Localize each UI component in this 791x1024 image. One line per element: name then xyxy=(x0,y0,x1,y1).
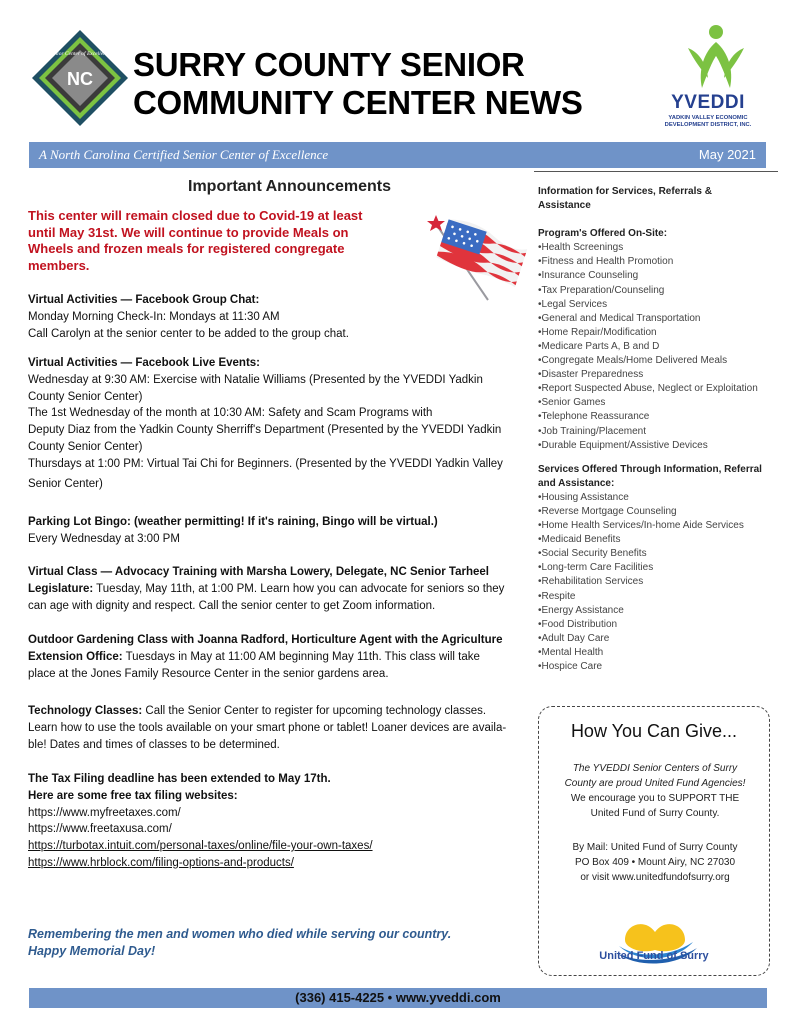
tagline-banner xyxy=(29,142,534,168)
referral-service-item: • Reverse Mortgage Counseling xyxy=(538,505,773,519)
referral-heading: Services Offered Through Information, Referral and Assistance: xyxy=(538,463,762,489)
referral-service-item: • Housing Assistance xyxy=(538,491,773,505)
tax-section: The Tax Filing deadline has been extended to May 17th. Here are some free tax filing websites: https://www.myfreetaxes.com/ https://www.freetaxusa.com/ https://turbotax.intuit.com/personal-taxes/online/file-your-own-taxes/ https://www.hrblock.com/filing-options-and-products/ xyxy=(28,771,526,872)
yveddi-logo xyxy=(646,22,786,132)
footer-contact: (336) 415-4225 • www.yveddi.com xyxy=(295,990,501,1005)
give-title: How You Can Give... xyxy=(570,721,738,741)
sidebar-divider xyxy=(534,171,778,172)
tax-link-freetaxusa[interactable]: https://www.freetaxusa.com/ xyxy=(28,823,172,836)
facebook-chat-section: Virtual Activities — Facebook Group Chat: Monday Morning Check-In: Mondays at 11:30 AM Call Carolyn at the senior center to be added to the group chat. xyxy=(28,294,349,340)
yveddi-subtitle: YADKIN VALLEY ECONOMIC DEVELOPMENT DISTRICT, INC. xyxy=(664,115,752,128)
united-fund-label: United Fund of Surry xyxy=(599,950,709,962)
referral-service-item: • Medicaid Benefits xyxy=(538,533,773,547)
tax-link-myfreetaxes[interactable]: https://www.myfreetaxes.com/ xyxy=(28,806,181,819)
info-heading: Information for Services, Referrals & Assistance xyxy=(538,186,712,212)
footer-bar xyxy=(29,988,767,1008)
onsite-program-item: • Insurance Counseling xyxy=(538,269,773,283)
give-paragraph: The YVEDDI Senior Centers of Surry County are proud United Fund Agencies! We encourage you to SUPPORT THE United Fund of Surry County. xyxy=(564,763,746,819)
onsite-program-item: • Senior Games xyxy=(538,396,773,410)
referral-service-item: • Food Distribution xyxy=(538,618,773,632)
yveddi-name: YVEDDI xyxy=(671,92,745,113)
referral-service-item: • Social Security Benefits xyxy=(538,547,773,561)
american-flag-icon xyxy=(418,212,528,302)
referral-service-item: • Hospice Care xyxy=(538,660,773,674)
onsite-program-item: • Durable Equipment/Assistive Devices xyxy=(538,439,773,453)
onsite-program-item: • Congregate Meals/Home Delivered Meals xyxy=(538,354,773,368)
memorial-message: Remembering the men and women who died while serving our country. Happy Memorial Day! xyxy=(28,927,452,958)
onsite-program-item: • Medicare Parts A, B and D xyxy=(538,340,773,354)
advocacy-section: Virtual Class — Advocacy Training with Marsha Lowery, Delegate, NC Senior Tarheel Legislature: Tuesday, May 11th, at 1:00 PM. Learn how you can advocate for seniors so they can age with dignity and respect. Call the senior center to get Zoom information. xyxy=(28,566,505,612)
onsite-program-item: • Telephone Reassurance xyxy=(538,410,773,424)
onsite-program-item: • Disaster Preparedness xyxy=(538,368,773,382)
referral-service-item: • Energy Assistance xyxy=(538,604,773,618)
onsite-heading: Program's Offered On-Site: xyxy=(538,228,668,240)
bingo-section: Parking Lot Bingo: (weather permitting! If it's raining, Bingo will be virtual.) Every Wednesday at 3:00 PM xyxy=(28,516,438,545)
give-mail-info: By Mail: United Fund of Surry County PO Box 409 • Mount Airy, NC 27030 or visit www.unitedfundofsurry.org xyxy=(572,842,738,883)
seal-text: Senior Center of Excellence xyxy=(49,51,111,57)
newsletter-title: SURRY COUNTY SENIOR COMMUNITY CENTER NEWS xyxy=(133,46,583,121)
technology-section: Technology Classes: Call the Senior Center to register for upcoming technology classes. Learn how to use the tools available on your smart phone or tablet! Loaner devices are availa- ble! Dates and times of classes to be determined. xyxy=(28,705,507,751)
services-info xyxy=(538,185,773,674)
onsite-program-item: • General and Medical Transportation xyxy=(538,312,773,326)
onsite-program-item: • Report Suspected Abuse, Neglect or Exploitation xyxy=(538,382,773,396)
onsite-program-item: • Health Screenings xyxy=(538,241,773,255)
referral-services-list xyxy=(538,491,773,674)
referral-service-item: • Respite xyxy=(538,590,773,604)
referral-service-item: • Long-term Care Facilities xyxy=(538,561,773,575)
referral-service-item: • Home Health Services/In-home Aide Services xyxy=(538,519,773,533)
onsite-program-item: • Legal Services xyxy=(538,298,773,312)
how-you-can-give-box xyxy=(538,706,770,976)
facebook-live-section: Virtual Activities — Facebook Live Events: Wednesday at 9:30 AM: Exercise with Natalie Williams (Presented by the YVEDDI Yadkin County Senior Center) The 1st Wednesday of the month at 10:30 AM: Safety and Scam Programs with Deputy Diaz from the Yadkin County Sherriff's Department (Presented by the YVEDDI Yadkin County Senior Center) Thursdays at 1:00 PM: Virtual Tai Chi for Beginners. (Presented by the YVEDDI Yadkin Valley Senior Center) xyxy=(28,357,503,490)
onsite-program-item: • Job Training/Placement xyxy=(538,425,773,439)
date-banner xyxy=(534,142,766,168)
onsite-program-item: • Tax Preparation/Counseling xyxy=(538,284,773,298)
tagline: A North Carolina Certified Senior Center of Excellence xyxy=(39,147,329,162)
referral-service-item: • Rehabilitation Services xyxy=(538,575,773,589)
onsite-program-item: • Home Repair/Modification xyxy=(538,326,773,340)
onsite-programs-list xyxy=(538,241,773,452)
svg-text:NC: NC xyxy=(67,69,93,89)
referral-service-item: • Mental Health xyxy=(538,646,773,660)
tax-link-turbotax[interactable]: https://turbotax.intuit.com/personal-taxes/online/file-your-own-taxes/ xyxy=(28,840,373,853)
yveddi-figure-icon xyxy=(654,22,778,92)
tax-link-hrblock[interactable]: https://www.hrblock.com/filing-options-and-products/ xyxy=(28,856,294,869)
issue-date: May 2021 xyxy=(698,147,756,162)
announcements-heading: Important Announcements xyxy=(188,178,391,195)
referral-service-item: • Adult Day Care xyxy=(538,632,773,646)
senior-center-seal xyxy=(30,28,130,128)
closure-notice: This center will remain closed due to Covid-19 at least until May 31st. We will continue to provide Meals on Wheels and frozen meals for registered congregate members. xyxy=(28,208,363,273)
gardening-section: Outdoor Gardening Class with Joanna Radford, Horticulture Agent with the Agriculture Extension Office: Tuesdays in May at 11:00 AM beginning May 11th. This class will take place at the Jones Family Resource Center in the senior gardens area. xyxy=(28,634,503,680)
onsite-program-item: • Fitness and Health Promotion xyxy=(538,255,773,269)
